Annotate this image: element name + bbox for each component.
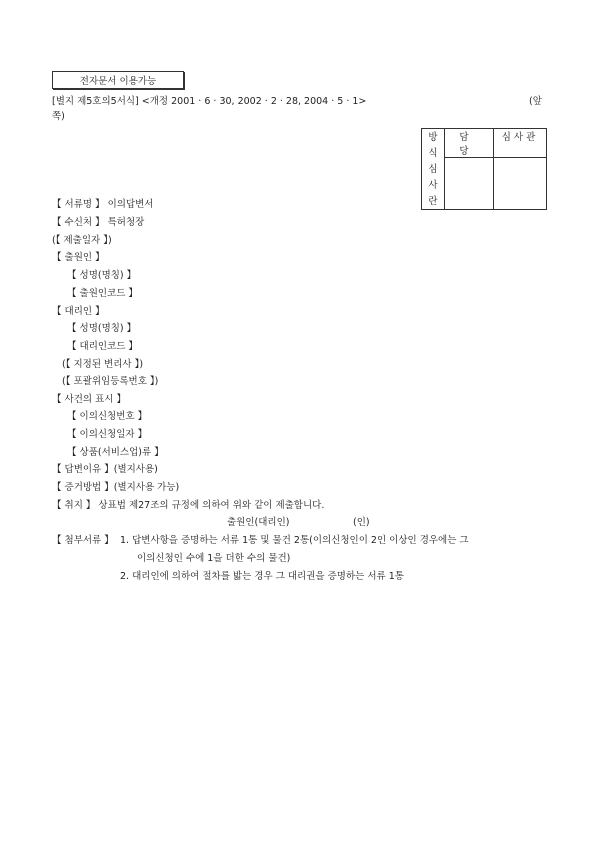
field-submission-date: (【 제출일자 】): [52, 235, 112, 246]
attachment-item-2: 2. 대리인에 의하여 절차를 밟는 경우 그 대리권을 증명하는 서류 1통: [120, 571, 404, 582]
review-examiner-cell: [494, 158, 547, 210]
review-side-label: 방 식 심 사 란: [422, 129, 445, 210]
field-agent-code: 【 대리인코드 】: [67, 341, 138, 352]
review-box: [421, 128, 547, 210]
field-evidence: 【 증거방법 】(별지사용 가능): [52, 482, 180, 493]
review-officer-header: 담 당: [445, 129, 494, 158]
field-goods-class: 【 상품(서비스업)류 】: [67, 447, 164, 458]
field-designated-attorney: (【 지정된 변리사 】): [62, 359, 144, 370]
signature-label: 출원인(대리인): [227, 517, 290, 528]
review-examiner-header: 심사관: [494, 129, 547, 158]
form-header-page-side: (앞: [529, 96, 542, 107]
form-header-page-side-cont: 쪽): [52, 111, 65, 122]
field-opposition-date: 【 이의신청일자 】: [67, 429, 148, 440]
field-case-indication: 【 사건의 표시 】: [52, 394, 126, 405]
field-applicant-code: 【 출원인코드 】: [67, 288, 138, 299]
field-applicant-name: 【 성명(명칭) 】: [67, 270, 137, 281]
form-header: [별지 제5호의5서식] <개정 2001 · 6 · 30, 2002 · 2 · 28, 2004 · 5 · 1>: [52, 96, 367, 107]
field-general-power-number: (【 포괄위임등록번호 】): [62, 376, 159, 387]
field-document-name: 【 서류명 】 이의답변서: [52, 199, 154, 210]
electronic-document-badge: 전자문서 이용가능: [52, 71, 184, 89]
field-purpose: 【 취지 】 상표법 제27조의 규정에 의하여 위와 같이 제출합니다.: [52, 500, 325, 511]
attachment-item-1-cont: 이의신청인 수에 1을 더한 수의 물건): [137, 553, 291, 564]
attachment-item-1: 1. 답변사항을 증명하는 서류 1통 및 물건 2통(이의신청인이 2인 이상인 경우에는 그: [120, 535, 469, 546]
field-reply-reason: 【 답변이유 】(별지사용): [52, 464, 158, 475]
review-officer-cell: [445, 158, 494, 210]
field-applicant: 【 출원인 】: [52, 252, 105, 263]
field-recipient: 【 수신처 】 특허청장: [52, 217, 145, 228]
attachments-label: 【 첨부서류 】: [52, 535, 114, 546]
field-agent: 【 대리인 】: [52, 306, 105, 317]
field-agent-name: 【 성명(명칭) 】: [67, 323, 137, 334]
signature-seal: (인): [353, 517, 370, 528]
field-opposition-number: 【 이의신청번호 】: [67, 411, 148, 422]
